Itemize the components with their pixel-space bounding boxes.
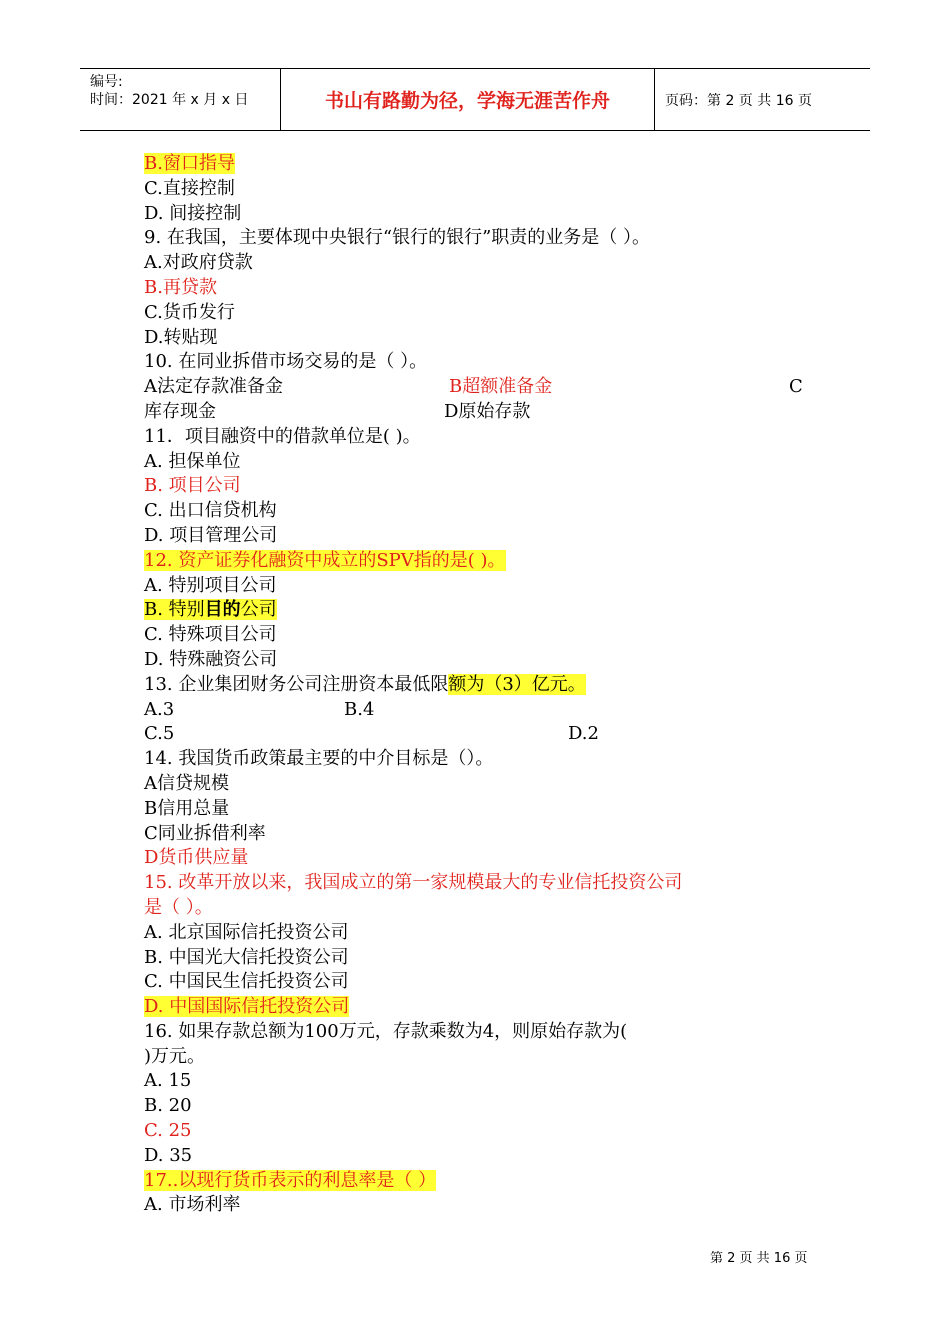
answer-option: C. 25	[144, 1120, 192, 1142]
question-text: 13. 企业集团财务公司注册资本最低限	[144, 673, 449, 695]
page-number-label: 页码：第 2 页 共 16 页	[665, 93, 812, 109]
answer-bold-text: 目的	[204, 599, 241, 621]
document-body	[144, 152, 814, 1218]
text-line: D.转贴现	[144, 326, 218, 348]
page-footer: 第 2 页 共 16 页	[710, 1251, 808, 1266]
question-10: 10. 在同业拆借市场交易的是（ ）。	[144, 351, 428, 373]
page-header	[80, 68, 870, 131]
answer-highlight	[144, 599, 277, 620]
text-line: B. 20	[144, 1095, 192, 1117]
text-line: D. 特殊融资公司	[144, 648, 278, 670]
answer-text: B. 特别	[144, 599, 205, 621]
question-12	[144, 549, 814, 574]
text-line: A. 北京国际信托投资公司	[144, 921, 349, 943]
text-line: C.货币发行	[144, 301, 235, 323]
answer-option: B. 项目公司	[144, 475, 241, 497]
answer-highlight: 额为（3）亿元。	[448, 673, 586, 695]
option-c-text: 库存现金	[144, 400, 216, 422]
serial-label: 编号:	[90, 74, 123, 90]
option-a: A法定存款准备金	[144, 376, 283, 398]
text-line: D. 间接控制	[144, 202, 242, 224]
header-info-cell	[80, 69, 281, 130]
text-line: A. 特别项目公司	[144, 574, 277, 596]
text-line: C. 出口信贷机构	[144, 500, 277, 522]
question-15-cont: 是（ ）。	[144, 896, 213, 918]
text-line: D. 35	[144, 1144, 193, 1166]
answer-option	[144, 995, 814, 1020]
text-line: A. 担保单位	[144, 450, 241, 472]
answer-text: 公司	[240, 599, 277, 621]
text-line: A. 市场利率	[144, 1194, 241, 1216]
text-line: B. 中国光大信托投资公司	[144, 946, 349, 968]
answer-option: B.窗口指导	[144, 153, 235, 174]
options-row	[144, 722, 814, 747]
question-16: 16. 如果存款总额为100万元，存款乘数为4，则原始存款为(	[144, 1020, 628, 1042]
text-line: C同业拆借利率	[144, 822, 266, 844]
text-line	[144, 152, 814, 177]
text-line: C. 中国民生信托投资公司	[144, 971, 349, 993]
answer-highlight: D. 中国国际信托投资公司	[144, 996, 350, 1018]
text-line: B信用总量	[144, 797, 230, 819]
question-13	[144, 673, 814, 698]
text-line: C.直接控制	[144, 177, 235, 199]
header-motto-cell	[281, 69, 655, 130]
highlighted-question: 17..以现行货币表示的利息率是（ ）	[144, 1169, 437, 1191]
options-row	[144, 375, 814, 400]
answer-option	[144, 598, 814, 623]
answer-option: B超额准备金	[449, 376, 553, 398]
text-line: C. 特殊项目公司	[144, 624, 277, 646]
question-14: 14. 我国货币政策最主要的中介目标是（）。	[144, 748, 494, 770]
option-d: D.2	[568, 723, 599, 745]
options-row	[144, 698, 814, 723]
text-line: A信贷规模	[144, 772, 229, 794]
question-17	[144, 1169, 814, 1194]
answer-option: B.再贷款	[144, 276, 217, 298]
text-line: A.对政府贷款	[144, 252, 253, 274]
question-9: 9. 在我国，主要体现中央银行“银行的银行”职责的业务是（ ）。	[144, 227, 651, 249]
option-d: D原始存款	[444, 400, 531, 422]
text-line: D. 项目管理公司	[144, 524, 278, 546]
highlighted-question: 12. 资产证券化融资中成立的SPV指的是( )。	[144, 549, 506, 571]
answer-option: D货币供应量	[144, 847, 249, 869]
option-c: C.5	[144, 723, 175, 745]
option-a: A.3	[144, 698, 175, 720]
question-16-cont: )万元。	[144, 1045, 206, 1067]
text-line: A. 15	[144, 1070, 192, 1092]
motto: 书山有路勤为径，学海无涯苦作舟	[324, 90, 610, 112]
options-row	[144, 400, 814, 425]
option-b: B.4	[344, 698, 375, 720]
question-15: 15. 改革开放以来，我国成立的第一家规模最大的专业信托投资公司	[144, 872, 683, 894]
question-11: 11．项目融资中的借款单位是( )。	[144, 425, 421, 447]
header-page-cell	[655, 69, 870, 130]
time-label: 时间：2021 年 x 月 x 日	[90, 92, 249, 108]
option-c: C	[789, 376, 803, 398]
